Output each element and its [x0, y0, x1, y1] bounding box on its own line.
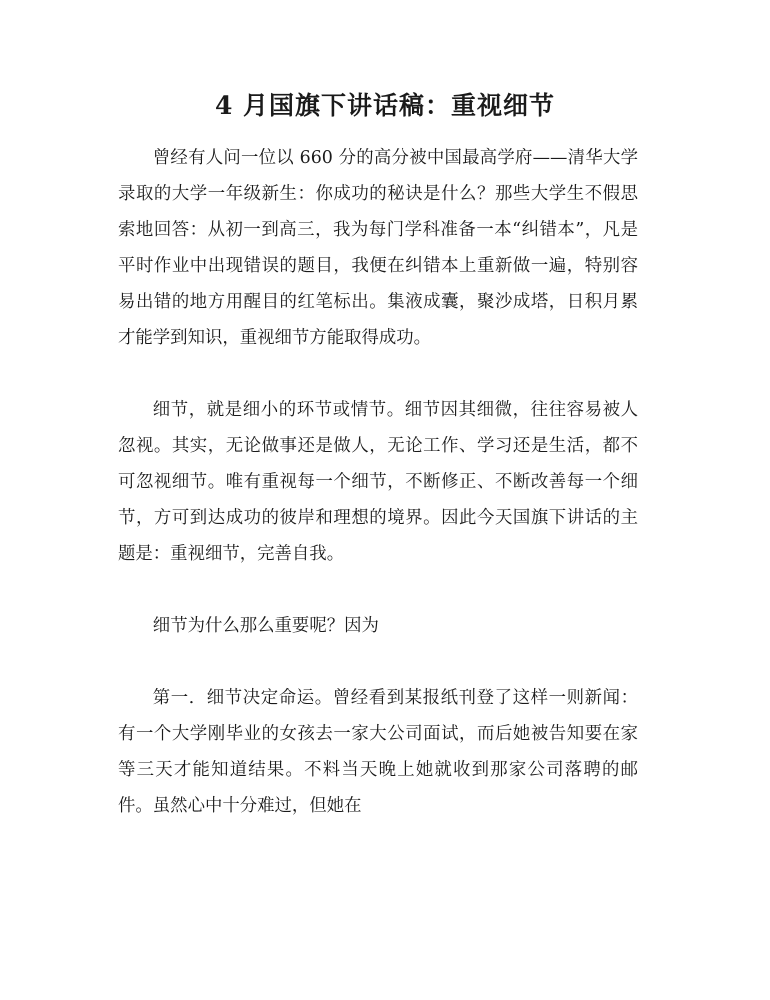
paragraph-4: 第一．细节决定命运。曾经看到某报纸刊登了这样一则新闻：有一个大学刚毕业的女孩去一家大公司面试，而后她被告知要在家等三天才能知道结果。不料当天晚上她就收到那家公司落聘的邮件。虽然心中十分难过，但她在	[118, 688, 638, 816]
document-body	[118, 140, 638, 860]
paragraph-1: 曾经有人问一位以 660 分的高分被中国最高学府——清华大学录取的大学一年级新生：你成功的秘诀是什么？那些大学生不假思索地回答：从初一到高三，我为每门学科准备一本“纠错本”，凡是平时作业中出现错误的题目，我便在纠错本上重新做一遍，特别容易出错的地方用醒目的红笔标出。集液成囊，聚沙成塔，日积月累才能学到知识，重视细节方能取得成功。	[118, 148, 638, 348]
paragraph-3: 细节为什么那么重要呢？因为	[152, 616, 379, 636]
document-title: 4 月国旗下讲话稿：重视细节	[214, 91, 556, 120]
paragraph-2: 细节，就是细小的环节或情节。细节因其细微，往往容易被人忽视。其实，无论做事还是做人，无论工作、学习还是生活，都不可忽视细节。唯有重视每一个细节，不断修正、不断改善每一个细节，方可到达成功的彼岸和理想的境界。因此今天国旗下讲话的主题是：重视细节，完善自我。	[118, 400, 638, 564]
